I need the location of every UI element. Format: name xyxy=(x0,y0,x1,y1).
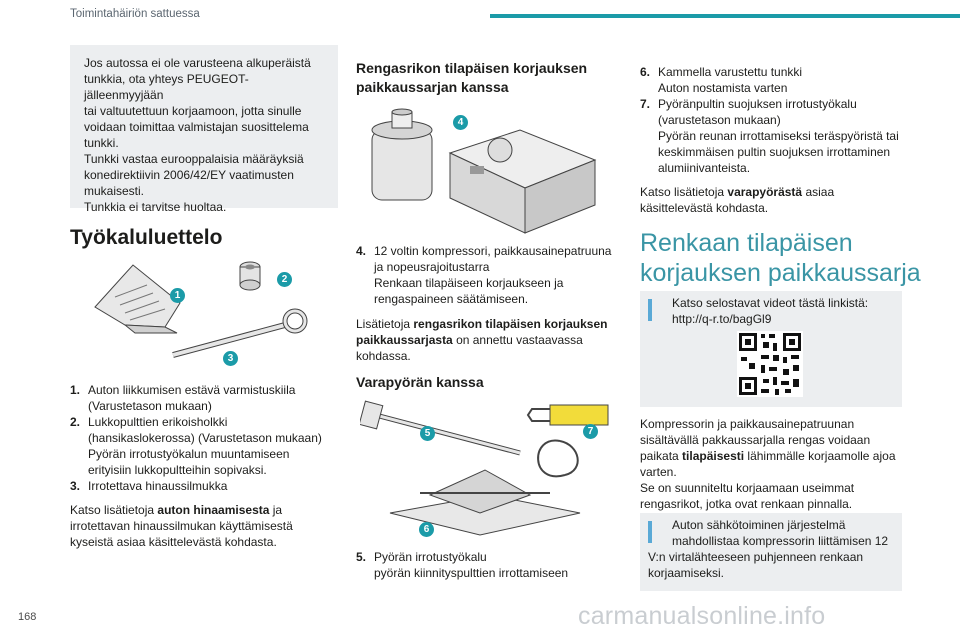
item-number: 4. xyxy=(356,244,367,258)
tool-list xyxy=(70,382,345,494)
item-line: Renkaan tilapäiseen korjaukseen ja xyxy=(374,276,564,290)
note-line: Tunkki vastaa eurooppalaisia määräyksiä xyxy=(84,152,304,166)
text-line: varten. xyxy=(640,465,677,479)
callout-badge: 4 xyxy=(453,115,468,130)
text-line: sisältävällä pakkaussarjalla rengas voidaan xyxy=(640,433,871,447)
video-info-text xyxy=(672,295,898,327)
item-line: Pyörän irrotustyökalun muuntamiseen xyxy=(88,447,290,461)
item-line: 12 voltin kompressori, paikkausainepatruuna xyxy=(374,244,612,258)
callout-badge: 5 xyxy=(420,426,435,441)
spare-wheel-list-continued xyxy=(640,64,910,176)
text-line: kohdassa. xyxy=(356,349,411,363)
list-item xyxy=(640,96,910,176)
bold-text: tilapäisesti xyxy=(682,449,745,463)
callout-badge: 2 xyxy=(277,272,292,287)
repair-kit-section-title xyxy=(640,228,940,288)
list-item xyxy=(356,243,618,307)
text-line: Katso selostavat videot tästä linkistä: xyxy=(672,296,869,310)
wheel-brace-drawing xyxy=(360,401,520,453)
item-number: 6. xyxy=(640,65,651,79)
item-line: Irrotettava hinaussilmukka xyxy=(88,479,228,493)
item-number: 7. xyxy=(640,97,651,111)
text-run: ja xyxy=(272,503,283,517)
tool-list-heading: Työkaluluettelo xyxy=(70,226,223,249)
text-run: asiaa xyxy=(805,185,835,199)
item-number: 2. xyxy=(70,415,81,429)
text-run: paikata xyxy=(640,449,679,463)
jack-drawing xyxy=(390,470,580,535)
qr-code-icon[interactable] xyxy=(737,331,803,397)
note-line: Tunkkia ei tarvitse huoltaa. xyxy=(84,200,227,214)
heading-line: Rengasrikon tilapäisen korjauksen xyxy=(356,60,588,76)
note-line: Jos autossa ei ole varusteena alkuperäistä xyxy=(84,56,311,70)
electrical-info-box xyxy=(640,513,902,591)
item-line: Lukkopulttien erikoisholkki xyxy=(88,415,228,429)
text-run: lähimmälle korjaamolle ajoa xyxy=(747,449,896,463)
text-line: Kompressorin ja paikkausainepatruunan xyxy=(640,417,855,431)
spare-wheel-tools-illustration xyxy=(360,395,615,545)
electrical-info-text xyxy=(672,517,898,549)
running-header: Toimintahäiriön sattuessa xyxy=(70,8,200,20)
heading-line: Renkaan tilapäisen xyxy=(640,229,853,257)
item-line: rengaspaineen säätämiseen. xyxy=(374,292,529,306)
repair-kit-reference-paragraph xyxy=(356,316,618,364)
jack-note-text xyxy=(70,45,338,215)
callout-badge: 1 xyxy=(170,288,185,303)
list-item xyxy=(70,414,345,478)
video-info-box xyxy=(640,291,902,407)
item-line: Auton liikkumisen estävä varmistuskiila xyxy=(88,383,296,397)
text-line: V:n virtalähteeseen puhjenneen renkaan xyxy=(648,550,864,564)
item-line: Pyörän reunan irrottamiseksi teräspyöristä tai xyxy=(658,129,899,143)
item-line: Kammella varustettu tunkki xyxy=(658,65,803,79)
text-line: Se on suunniteltu korjaamaan useimmat xyxy=(640,481,855,495)
pull-hook-drawing xyxy=(528,405,608,476)
item-number: 1. xyxy=(70,383,81,397)
item-line: (varustetason mukaan) xyxy=(658,113,781,127)
item-line: ja nopeusrajoitustarra xyxy=(374,260,490,274)
item-line: erityisiin lukkopultteihin sopivaksi. xyxy=(88,463,267,477)
text-line: mahdollistaa kompressorin liittämisen 12 xyxy=(672,534,889,548)
item-number: 5. xyxy=(356,550,367,564)
bold-link-text: auton hinaamisesta xyxy=(157,503,270,517)
text-line: käsittelevästä kohdasta. xyxy=(640,201,769,215)
text-run: Katso lisätietoja xyxy=(640,185,725,199)
compressor-drawing xyxy=(450,130,595,233)
wheel-chock-drawing xyxy=(95,265,180,333)
spare-wheel-reference-paragraph xyxy=(640,184,910,216)
list-item xyxy=(70,478,345,494)
note-line: tai valtuutettuun korjaamoon, jotta sinulle xyxy=(84,104,302,118)
video-link[interactable]: http://q-r.to/bagGl9 xyxy=(672,312,772,326)
page-number: 168 xyxy=(18,611,37,623)
callout-badge: 3 xyxy=(223,351,238,366)
watermark: carmanualsonline.info xyxy=(578,602,826,630)
note-line: tunkkia, ota yhteys PEUGEOT-jälleenmyyjään xyxy=(84,72,249,102)
note-line: konedirektiivin 2006/42/EY vaatimusten xyxy=(84,168,294,182)
heading-line: korjauksen paikkaussarja xyxy=(640,259,921,287)
spare-wheel-list xyxy=(356,549,618,581)
text-line: Auton sähkötoiminen järjestelmä xyxy=(672,518,846,532)
item-line: pyörän kiinnityspulttien irrottamiseen xyxy=(374,566,569,580)
repair-kit-description xyxy=(640,416,910,512)
towing-eye-drawing xyxy=(173,311,305,355)
list-item xyxy=(640,64,910,96)
socket-drawing xyxy=(240,262,260,290)
bold-link-text: varapyörästä xyxy=(727,185,803,199)
text-line: rengasrikot, jotka ovat renkaan pinnalla. xyxy=(640,497,853,511)
compressor-illustration xyxy=(370,108,605,238)
jack-note-box xyxy=(70,45,338,214)
note-line: voidaan toimittaa valmistajan suosittelema xyxy=(84,120,309,134)
item-number: 3. xyxy=(70,479,81,493)
header-accent-bar xyxy=(490,14,960,18)
item-line: keskimmäisen pultin suojuksen irrottaminen xyxy=(658,145,891,159)
info-icon-bar xyxy=(648,303,652,321)
callout-badge: 6 xyxy=(419,522,434,537)
item-line: Pyörän irrotustyökalu xyxy=(374,550,487,564)
repair-kit-list xyxy=(356,243,618,307)
text-line: korjaamiseksi. xyxy=(648,566,725,580)
electrical-info-text-cont xyxy=(648,549,898,581)
text-line: irrotettavan hinaussilmukan käyttämisestä xyxy=(70,519,293,533)
list-item xyxy=(70,382,345,414)
note-line: tunkki. xyxy=(84,136,119,150)
list-item xyxy=(356,549,618,581)
sealant-cartridge-drawing xyxy=(372,109,432,200)
spare-wheel-heading: Varapyörän kanssa xyxy=(356,374,484,390)
repair-kit-heading xyxy=(356,59,616,97)
item-line: (Varustetason mukaan) xyxy=(88,399,212,413)
bold-link-text: paikkaussarjasta xyxy=(356,333,453,347)
text-line: kyseistä asiaa käsittelevästä kohdasta. xyxy=(70,535,277,549)
text-run: Katso lisätietoja xyxy=(70,503,155,517)
heading-line: paikkaussarjan kanssa xyxy=(356,79,509,95)
bold-link-text: rengasrikon tilapäisen korjauksen xyxy=(413,317,608,331)
towing-reference-paragraph xyxy=(70,502,345,550)
item-line: Pyöränpultin suojuksen irrotustyökalu xyxy=(658,97,857,111)
item-line: Auton nostamista varten xyxy=(658,81,788,95)
text-run: Lisätietoja xyxy=(356,317,411,331)
callout-badge: 7 xyxy=(583,424,598,439)
text-run: on annettu vastaavassa xyxy=(456,333,583,347)
info-icon-bar xyxy=(648,525,652,543)
item-line: (hansikaslokerossa) (Varustetason mukaan) xyxy=(88,431,322,445)
note-line: mukaisesti. xyxy=(84,184,145,198)
item-line: alumiinivanteista. xyxy=(658,161,751,175)
